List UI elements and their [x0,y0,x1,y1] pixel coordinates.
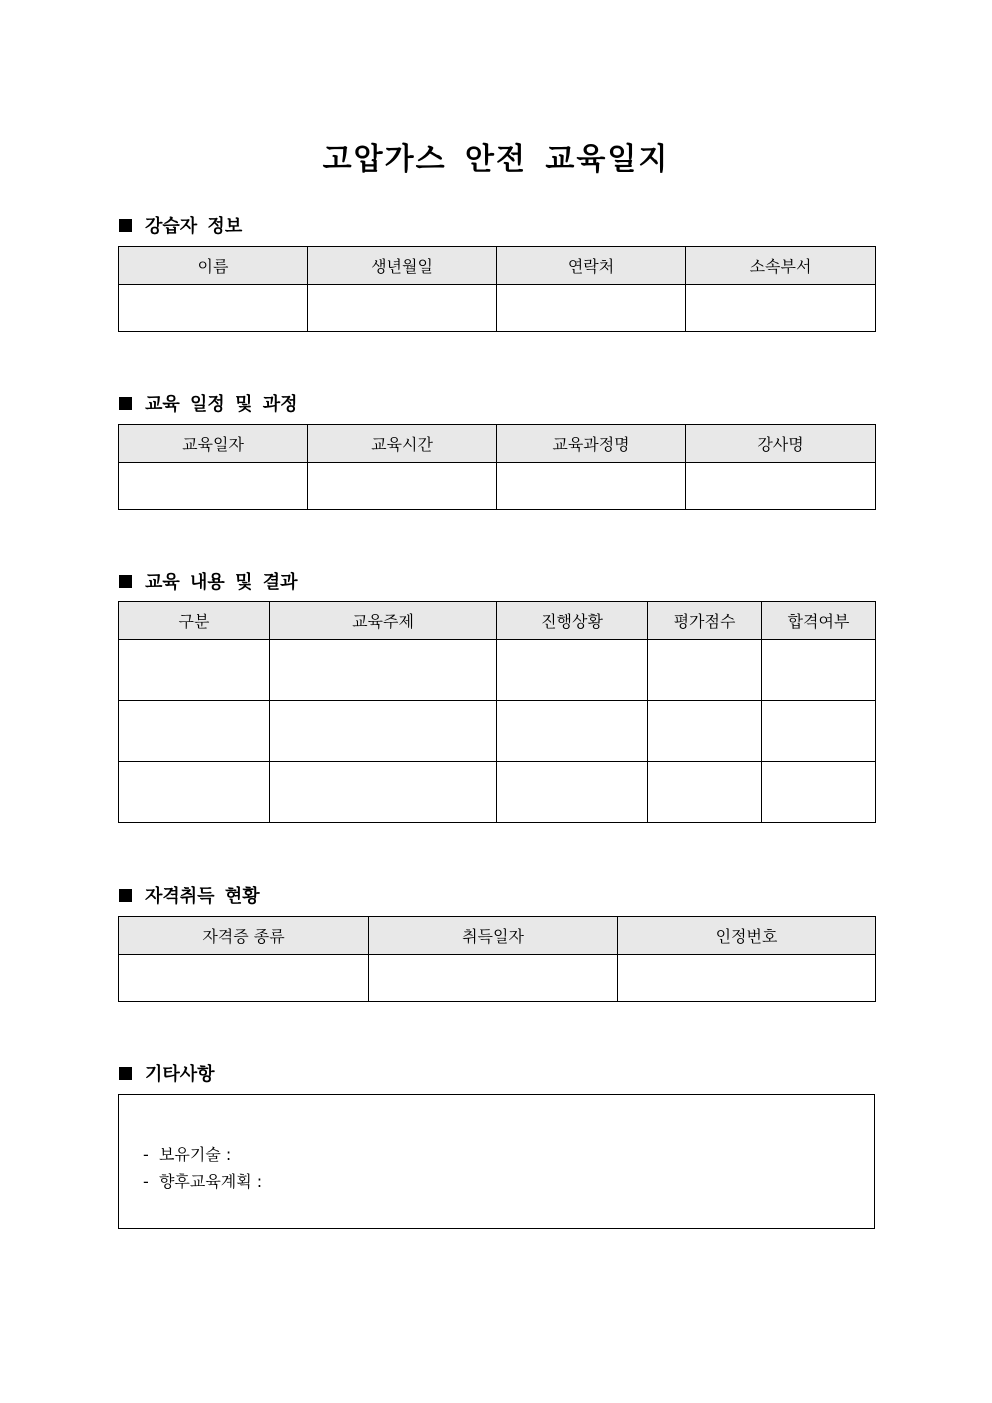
score-cell[interactable] [648,640,762,701]
schedule-table [118,424,876,510]
column-header-score: 평가점수 [648,602,762,640]
date-cell[interactable] [119,463,308,510]
name-cell[interactable] [119,285,308,332]
section-heading-other [119,1061,215,1085]
table-row [119,463,876,510]
contact-cell[interactable] [497,285,686,332]
cert-number-cell[interactable] [618,955,876,1002]
section-heading-content [119,569,298,593]
category-cell[interactable] [119,640,270,701]
progress-cell[interactable] [497,701,648,762]
trainee-table [118,246,876,332]
page-title: 고압가스 안전 교육일지 [322,142,670,177]
column-header-time: 교육시간 [308,425,497,463]
table-header-row [119,247,876,285]
table-header-row [119,917,876,955]
pass-cell[interactable] [762,701,876,762]
table-row [119,762,876,823]
column-header-acquired-date: 취득일자 [369,917,618,955]
section-heading-schedule [119,391,298,415]
table-row [119,955,876,1002]
column-header-topic: 교육주제 [270,602,497,640]
birthdate-cell[interactable] [308,285,497,332]
topic-cell[interactable] [270,762,497,823]
certificate-table [118,916,876,1002]
topic-cell[interactable] [270,701,497,762]
category-cell[interactable] [119,701,270,762]
section-heading-label: 자격취득 현황 [145,886,260,907]
table-row [119,701,876,762]
pass-cell[interactable] [762,640,876,701]
content-table [118,601,876,823]
note-future-plan: - 향후교육계획 : [143,1172,263,1191]
column-header-cert-type: 자격증 종류 [119,917,369,955]
square-bullet-icon [119,1067,132,1080]
instructor-cell[interactable] [686,463,876,510]
section-heading-trainee [119,213,242,237]
column-header-contact: 연락처 [497,247,686,285]
acquired-date-cell[interactable] [369,955,618,1002]
column-header-date: 교육일자 [119,425,308,463]
table-row [119,285,876,332]
square-bullet-icon [119,219,132,232]
note-skills: - 보유기술 : [143,1145,232,1164]
column-header-pass: 합격여부 [762,602,876,640]
column-header-course: 교육과정명 [497,425,686,463]
course-cell[interactable] [497,463,686,510]
section-heading-label: 교육 일정 및 과정 [145,394,298,415]
section-heading-certificate [119,883,260,907]
table-header-row [119,425,876,463]
square-bullet-icon [119,575,132,588]
progress-cell[interactable] [497,762,648,823]
cert-type-cell[interactable] [119,955,369,1002]
category-cell[interactable] [119,762,270,823]
column-header-progress: 진행상황 [497,602,648,640]
column-header-birthdate: 생년월일 [308,247,497,285]
department-cell[interactable] [686,285,876,332]
pass-cell[interactable] [762,762,876,823]
square-bullet-icon [119,397,132,410]
progress-cell[interactable] [497,640,648,701]
score-cell[interactable] [648,762,762,823]
column-header-instructor: 강사명 [686,425,876,463]
column-header-department: 소속부서 [686,247,876,285]
section-heading-label: 강습자 정보 [145,216,243,237]
column-header-name: 이름 [119,247,308,285]
column-header-cert-number: 인정번호 [618,917,876,955]
square-bullet-icon [119,889,132,902]
notes-box[interactable] [118,1094,875,1229]
column-header-category: 구분 [119,602,270,640]
section-heading-label: 교육 내용 및 결과 [145,572,298,593]
time-cell[interactable] [308,463,497,510]
score-cell[interactable] [648,701,762,762]
table-row [119,640,876,701]
section-heading-label: 기타사항 [145,1064,215,1085]
topic-cell[interactable] [270,640,497,701]
table-header-row [119,602,876,640]
